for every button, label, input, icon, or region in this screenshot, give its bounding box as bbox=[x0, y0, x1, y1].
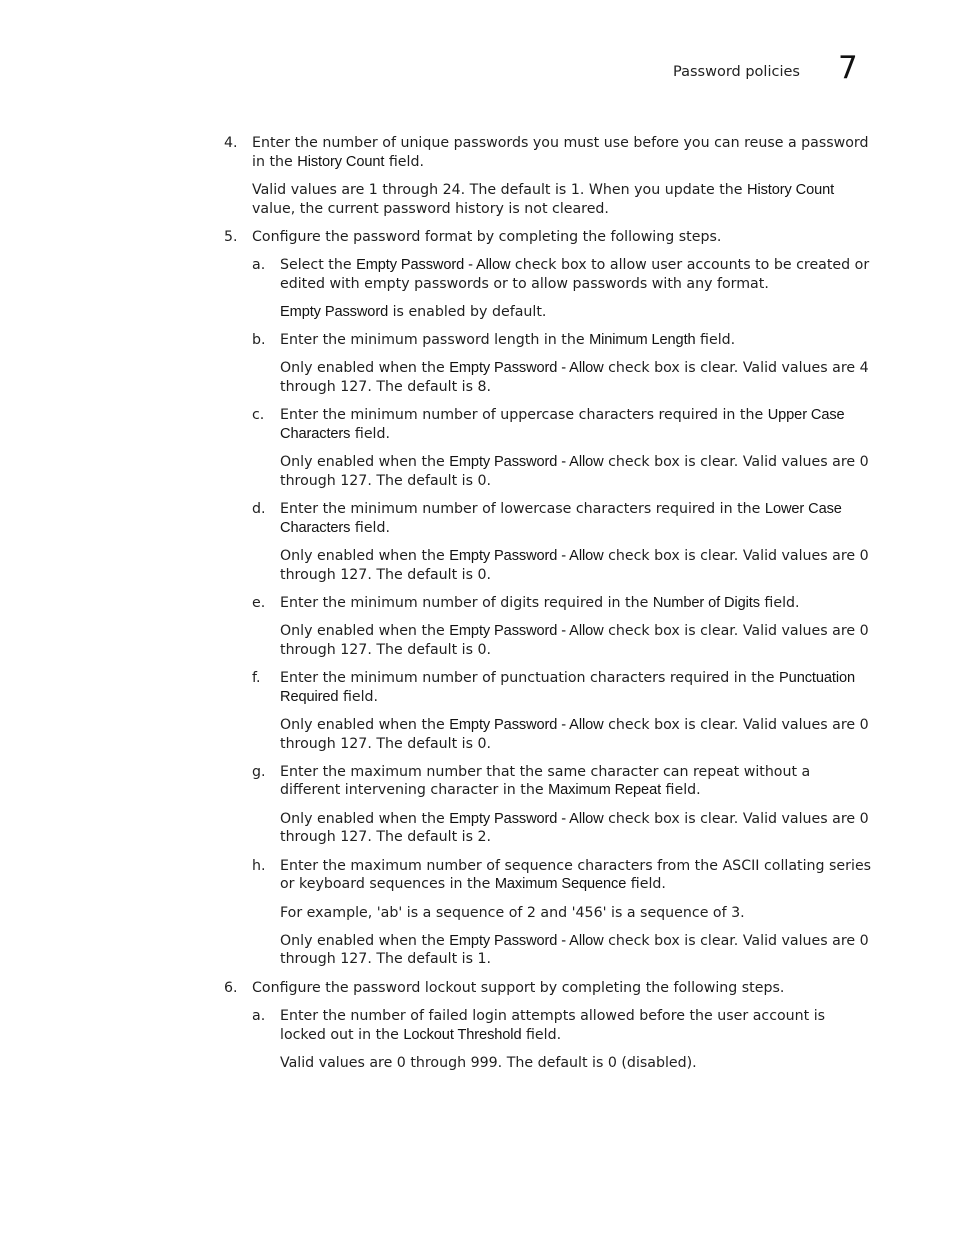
field-name: Empty Password - Allow bbox=[449, 360, 604, 377]
field-name: Empty Password - Allow bbox=[449, 932, 604, 949]
field-name: History Count bbox=[747, 181, 835, 198]
field-name: History Count bbox=[297, 153, 385, 170]
field-name: Empty Password - Allow bbox=[356, 257, 511, 274]
substep-5d-note: Only enabled when the Empty Password - Allow check box is clear. Valid values are 0 through 127. The default is 0. bbox=[280, 547, 869, 583]
substep-5h-example: For example, 'ab' is a sequence of 2 and '456' is a sequence of 3. bbox=[280, 904, 745, 921]
substep-5c bbox=[0, 406, 954, 443]
substep-5b bbox=[0, 331, 954, 350]
substep-text: Enter the minimum number of uppercase characters required in the Upper Case Characters field. bbox=[280, 407, 845, 442]
document-body bbox=[0, 134, 954, 1072]
substep-letter: a. bbox=[252, 257, 266, 274]
substep-5h bbox=[0, 857, 954, 894]
substep-5e bbox=[0, 594, 954, 613]
substep-text: Select the Empty Password - Allow check box to allow user accounts to be created or edited with empty passwords or to allow passwords with any format. bbox=[280, 257, 870, 292]
step-6 bbox=[0, 979, 954, 998]
substep-5a-note: Empty Password is enabled by default. bbox=[280, 303, 547, 320]
field-name: Minimum Length bbox=[589, 332, 696, 349]
substep-5f bbox=[0, 669, 954, 706]
field-name: Empty Password - Allow bbox=[449, 547, 604, 564]
substep-5g bbox=[0, 763, 954, 800]
substep-letter: e. bbox=[252, 594, 266, 611]
step-number: 4. bbox=[224, 135, 238, 151]
step-4-note: Valid values are 1 through 24. The default is 1. When you update the History Count value, the current password history is not cleared. bbox=[252, 181, 835, 217]
substep-letter: a. bbox=[252, 1007, 266, 1024]
substep-text: Enter the maximum number that the same character can repeat without a different intervening character in the Maximum Repeat field. bbox=[280, 763, 811, 799]
substep-letter: g. bbox=[252, 763, 266, 780]
substep-5e-note: Only enabled when the Empty Password - Allow check box is clear. Valid values are 0 through 127. The default is 0. bbox=[280, 623, 869, 658]
field-name: Lockout Threshold bbox=[403, 1026, 522, 1043]
substep-5a bbox=[0, 256, 954, 293]
step-text: Enter the number of unique passwords you must use before you can reuse a password in the History Count field. bbox=[252, 135, 869, 170]
substep-5c-note: Only enabled when the Empty Password - Allow check box is clear. Valid values are 0 through 127. The default is 0. bbox=[280, 454, 869, 489]
chapter-number: 7 bbox=[838, 50, 858, 86]
substep-text: Enter the minimum number of digits required in the Number of Digits field. bbox=[280, 594, 800, 611]
substep-6a-note: Valid values are 0 through 999. The default is 0 (disabled). bbox=[280, 1054, 697, 1071]
field-name: Punctuation Required bbox=[280, 669, 856, 705]
field-name: Maximum Sequence bbox=[494, 876, 627, 893]
field-name: Empty Password bbox=[280, 303, 389, 320]
substep-text: Enter the minimum number of punctuation characters required in the Punctuation Required field. bbox=[280, 669, 856, 705]
substep-5b-note: Only enabled when the Empty Password - Allow check box is clear. Valid values are 4 through 127. The default is 8. bbox=[280, 360, 869, 396]
field-name: Empty Password - Allow bbox=[449, 623, 604, 640]
substep-6a bbox=[0, 1007, 954, 1044]
field-name: Empty Password - Allow bbox=[449, 810, 604, 827]
substep-5f-note: Only enabled when the Empty Password - Allow check box is clear. Valid values are 0 through 127. The default is 0. bbox=[280, 716, 869, 752]
step-5 bbox=[0, 228, 954, 247]
step-number: 5. bbox=[224, 228, 238, 245]
step-text: Configure the password lockout support by completing the following steps. bbox=[252, 979, 785, 996]
substep-5g-note: Only enabled when the Empty Password - Allow check box is clear. Valid values are 0 through 127. The default is 2. bbox=[280, 810, 869, 846]
field-name: Number of Digits bbox=[652, 594, 760, 611]
substep-text: Enter the minimum number of lowercase characters required in the Lower Case Characters field. bbox=[280, 501, 842, 536]
substep-letter: h. bbox=[252, 857, 266, 874]
substep-5d bbox=[0, 500, 954, 537]
step-number: 6. bbox=[224, 979, 238, 996]
substep-text: Enter the minimum password length in the Minimum Length field. bbox=[280, 332, 736, 349]
substep-text: Enter the maximum number of sequence characters from the ASCII collating series or keyboard sequences in the Maximum Sequence field. bbox=[280, 857, 872, 893]
field-name: Empty Password - Allow bbox=[449, 716, 604, 733]
field-name: Lower Case Characters bbox=[280, 501, 842, 536]
substep-5h-note: Only enabled when the Empty Password - Allow check box is clear. Valid values are 0 through 127. The default is 1. bbox=[280, 932, 869, 968]
field-name: Upper Case Characters bbox=[280, 407, 845, 442]
substep-letter: f. bbox=[252, 669, 261, 686]
substep-text: Enter the number of failed login attempts allowed before the user account is locked out in the Lockout Threshold field. bbox=[280, 1007, 826, 1043]
step-4 bbox=[0, 134, 954, 171]
step-text: Configure the password format by completing the following steps. bbox=[252, 228, 722, 245]
field-name: Maximum Repeat bbox=[548, 782, 662, 799]
substep-letter: b. bbox=[252, 332, 266, 349]
field-name: Empty Password - Allow bbox=[449, 454, 604, 471]
substep-letter: c. bbox=[252, 407, 265, 424]
substep-letter: d. bbox=[252, 501, 266, 518]
running-header-title: Password policies bbox=[673, 64, 800, 80]
